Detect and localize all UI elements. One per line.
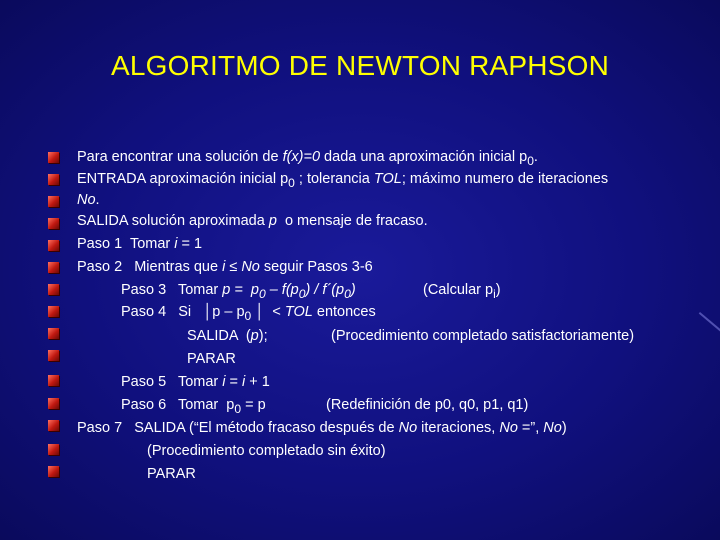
text-line-1: Para encontrar una solución de f(x)=0 dada una aproximación inicial $p_0$. [77, 149, 538, 168]
bullet-icon [48, 375, 59, 386]
text-line-9-note: (Procedimiento completado satisfactoriamente) [331, 328, 635, 344]
bullet-icon [48, 218, 59, 229]
text-line-5: Paso 1 Tomar i = 1 [77, 236, 203, 252]
text-line-12-note: (Redefinición de p0, q0, p1, q1) [326, 397, 529, 413]
text-line-11: Paso 5 Tomar i = i + 1 [121, 374, 270, 390]
bullet-icon [48, 444, 59, 455]
text-line-9: SALIDA (p); [187, 328, 268, 344]
text-line-7-note: (Calcular $p_i$) [423, 282, 501, 301]
bullet-icon [48, 420, 59, 431]
decorative-line [699, 312, 720, 333]
text-line-15: PARAR [147, 466, 196, 482]
bullet-icon [48, 284, 59, 295]
text-line-6: Paso 2 Mientras que i ≤ No seguir Pasos 3-6 [77, 259, 373, 275]
text-line-12: Paso 6 Tomar $p_0 = p$ [121, 397, 266, 416]
bullet-icon [48, 350, 59, 361]
bullet-icon [48, 152, 59, 163]
slide-title: ALGORITMO DE NEWTON RAPHSON [110, 50, 610, 81]
text-line-3: No. [77, 192, 100, 208]
text-line-14: (Procedimiento completado sin éxito) [147, 443, 386, 459]
bullet-icon [48, 174, 59, 185]
bullet-icon [48, 466, 59, 477]
bullet-icon [48, 306, 59, 317]
text-line-13: Paso 7 SALIDA (“El método fracaso después de No iteraciones, No =”, No) [77, 420, 567, 436]
bullet-icon [48, 240, 59, 251]
bullet-icon [48, 328, 59, 339]
text-line-10: PARAR [187, 351, 236, 367]
text-line-7: Paso 3 Tomar $p = p_0 - f(p_0)$ / $f´(p_0)$ [121, 282, 356, 301]
text-line-8: Paso 4 Si │p – $p_0$ │ < TOL entonces [121, 304, 376, 323]
bullet-icon [48, 262, 59, 273]
text-line-4: SALIDA solución aproximada p o mensaje de fracaso. [77, 213, 428, 229]
text-line-2: ENTRADA aproximación inicial $p_0$ ; tolerancia TOL; máximo numero de iteraciones [77, 171, 609, 190]
bullet-icon [48, 196, 59, 207]
bullet-icon [48, 398, 59, 409]
